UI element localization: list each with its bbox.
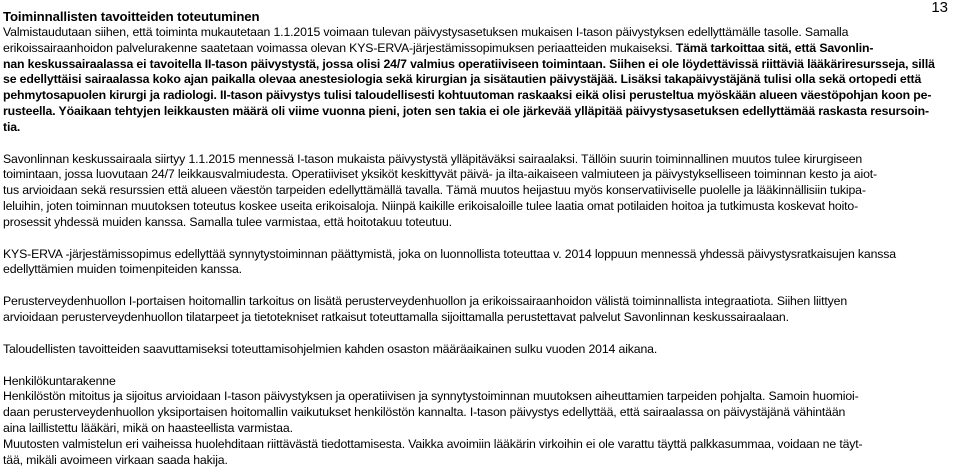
paragraph-kys-erva: KYS-ERVA -järjestämissopimus edellyttää synnytystoiminnan päättymistä, joka on luonnollista toteuttaa v. 2014 loppuun mennessä yhdessä päivystysratkaisujen kanssa edellyttämien muiden toimenpiteiden kanssa.: [3, 246, 896, 277]
bold-line-6: tia.: [3, 119, 21, 134]
paragraph-taloudelliset: Taloudellisten tavoitteiden saavuttamiseksi toteuttamisohjelmien kahden osaston määräaikainen sulku vuoden 2014 aikana.: [3, 341, 658, 356]
paragraph-savonlinna: Savonlinnan keskussairaala siirtyy 1.1.2015 mennessä I-tason mukaista päivystystä ylläpitäväksi sairaalaksi. Tällöin suurin toiminnallinen muutos tulee kirurgiseen toimintaan, jossa luovutaan 24/7 leikkausvalmiudesta. Operatiiviset yksiköt keskittyvät päivä- ja ilta-aikaiseen valmiuteen ja päivystykselliseen toiminnan kesto ja aiot- tus arvioidaan sekä resurssien että alueen väestön tarpeiden edellyttämällä tavalla. Tämä muutos heijastuu myös konservatiiviselle puolelle ja lääkinnällisiin tukipa- leluihin, joten toiminnan muutoksen toteutus koskee useita erikoisaloja. Niinpä kaikille erikoisaloille tulee laatia omat potilaiden hoitoa ja tutkimusta koskevat hoito- prosessit yhdessä muiden kanssa. Samalla tulee varmistaa, että hoitotakuu toteutuu.: [3, 151, 877, 229]
paragraph-intro-normal: Valmistaudutaan siihen, että toiminta mukautetaan 1.1.2015 voimaan tulevan päivystysasetuksen mukaisen I-tason päivystyksen edellyttämälle tasolle. Samalla erikoissairaanhoidon palvelurakenne saatetaan voimassa olevan KYS-ERVA-järjestämissopimuksen periaatteiden mukaiseksi.: [3, 25, 849, 55]
bold-line-3: se edellyttäisi sairaalassa koko ajan paikalla olevaa anestesiologia sekä kirurgian ja sisätautien päivystäjää. Lisäksi takapäivystäjänä tulisi olla sekä ortopedi että: [3, 72, 922, 87]
paragraph-henkilokunta: Henkilöstön mitoitus ja sijoitus arvioidaan I-tason päivystyksen ja operatiivisen ja synnytystoiminnan muutoksen aiheuttamien tarpeiden pohjalta. Samoin huomioi- daan perusterveydenhuollon yksiportaisen hoitomallin vaikutukset henkilöstön kannalta. I-tason päivystys edellyttää, että sairaalassa on päivystäjänä vähintään aina laillistettu lääkäri, mikä on haasteellista varmistaa. Muutosten valmistelun eri vaiheissa huolehditaan riittävästä tiedottamisesta. Vaikka avoimiin lääkärin virkoihin ei ole varattu täyttä palkkasummaa, voidaan ne täyt- tää, mikäli avoimeen virkaan saada hakija.: [3, 389, 863, 467]
bold-line-4: pehmytosapuolen kirurgi ja radiologi. II-tason päivystys tulisi taloudellisesti kohtuutoman raskaaksi eikä olisi perusteltua myöskään alueen väestöpohjan koon pe-: [3, 88, 932, 103]
section-heading: Toiminnallisten tavoitteiden toteutuminen: [3, 9, 260, 24]
bold-line-2: nan keskussairaalassa ei tavoitella II-tason päivystystä, jossa olisi 24/7 valmius operatiiviseen toimintaan. Siihen ei ole löydettävissä riittäviä lääkäriresursseja, sillä: [3, 56, 935, 71]
paragraph-henkilokunta-title: Henkilökuntarakenne: [3, 373, 116, 388]
paragraph-perusterveydenhuolto: Perusterveydenhuollon I-portaisen hoitomallin tarkoitus on lisätä perusterveydenhuollon ja erikoissairaanhoidon välistä toiminnallista integraatiota. Siihen liittyen arvioidaan perusterveydenhuollon tilatarpeet ja tietotekniset ratkaisut toteuttamalla sijoittamalla perustettavat palvelut Savonlinnan keskussairaalaan.: [3, 294, 848, 324]
paragraph-intro: [3, 25, 956, 136]
bold-line-1: Tämä tarkoittaa sitä, että Savonlin-: [675, 40, 874, 55]
page-number: 13: [931, 0, 948, 16]
bold-line-5: rusteella. Yöaikaan tehtyjen leikkausten määrä oli viime vuonna pieni, joten sen takia ei ole järkevää ylläpitää päivystysasetuksen edellyttämää raskasta resursoin-: [3, 103, 929, 118]
